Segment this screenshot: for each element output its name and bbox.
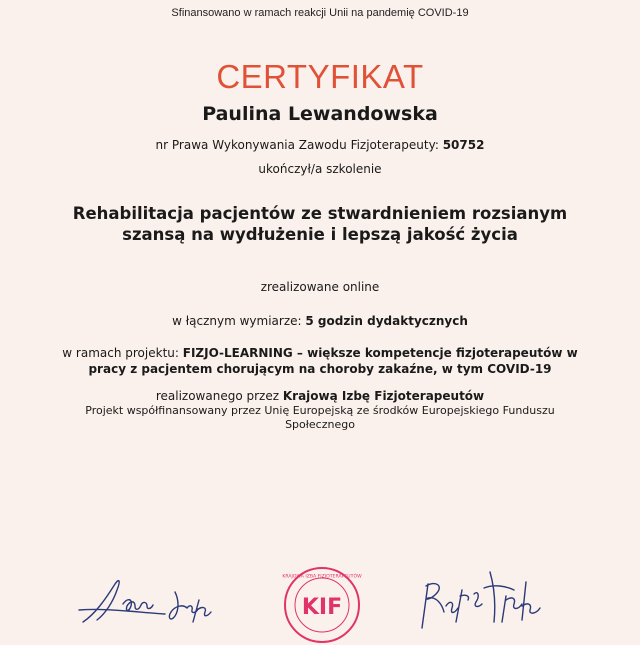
funding-note: Sfinansowano w ramach reakcji Unii na pandemię COVID-19 bbox=[171, 7, 469, 19]
licence-label: nr Prawa Wykonywania Zawodu Fizjoterapeuty: bbox=[155, 138, 439, 152]
cofinancing-line2: Społecznego bbox=[285, 418, 355, 431]
kif-stamp bbox=[282, 565, 362, 645]
project-name-line2: pracy z pacjentem chorującym na choroby zakaźne, w tym COVID-19 bbox=[88, 362, 552, 376]
left-signature bbox=[75, 570, 225, 635]
licence-number: 50752 bbox=[442, 138, 485, 152]
cofinancing-line1: Projekt współfinansowany przez Unię Europejską ze środków Europejskiego Funduszu bbox=[85, 404, 555, 417]
project-name-line1: FIZJO-LEARNING – większe kompetencje fizjoterapeutów w bbox=[182, 346, 578, 360]
course-title-line2: szansą na wydłużenie i lepszą jakość życia bbox=[122, 225, 518, 244]
course-title-line1: Rehabilitacja pacjentów ze stwardnieniem rozsianym bbox=[72, 204, 568, 223]
hours-value: 5 godzin dydaktycznych bbox=[305, 314, 468, 328]
right-signature bbox=[410, 566, 560, 636]
certificate-title: CERTYFIKAT bbox=[216, 58, 424, 95]
hours-label: w łącznym wymiarze: bbox=[172, 314, 302, 328]
hours-line bbox=[0, 314, 640, 328]
course-title bbox=[40, 203, 600, 245]
project-label: w ramach projektu: bbox=[62, 346, 179, 360]
cofinancing-note bbox=[55, 404, 585, 432]
organizer-name: Krajową Izbę Fizjoterapeutów bbox=[282, 389, 485, 403]
stamp-logo-text: KIF bbox=[301, 595, 343, 620]
project-line bbox=[30, 345, 610, 377]
organizer-label: realizowanego przez bbox=[155, 389, 280, 403]
mode-text: zrealizowane online bbox=[260, 280, 380, 294]
organizer-line bbox=[0, 389, 640, 403]
stamp-ring-text: KRAJOWA IZBA FIZJOTERAPEUTÓW bbox=[282, 574, 362, 580]
recipient-name: Paulina Lewandowska bbox=[202, 103, 438, 125]
completed-text: ukończył/a szkolenie bbox=[258, 162, 382, 176]
licence-line bbox=[0, 138, 640, 152]
